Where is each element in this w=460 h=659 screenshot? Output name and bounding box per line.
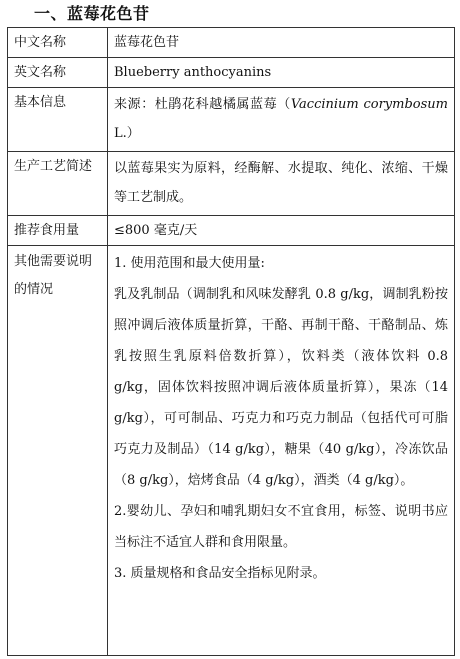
label-cn-name: 中文名称 — [8, 28, 108, 58]
table-row — [8, 58, 455, 88]
value-cn-name: 蓝莓花色苷 — [108, 28, 455, 58]
label-dosage: 推荐食用量 — [8, 216, 108, 246]
label-en-name: 英文名称 — [8, 58, 108, 88]
label-process: 生产工艺简述 — [8, 152, 108, 216]
section-heading: 一、蓝莓花色苷 — [34, 4, 150, 23]
label-basic-info: 基本信息 — [8, 88, 108, 152]
info-table — [7, 27, 455, 656]
value-basic-info — [108, 88, 455, 152]
table-row — [8, 216, 455, 246]
table-row — [8, 28, 455, 58]
value-dosage: ≤800 毫克/天 — [108, 216, 455, 246]
value-en-name: Blueberry anthocyanins — [108, 58, 455, 88]
table-row — [8, 246, 455, 656]
latin-name: Vaccinium corymbosum — [290, 97, 448, 112]
source-text: 来源：杜鹃花科越橘属蓝莓（ — [114, 97, 291, 112]
table-row — [8, 88, 455, 152]
usage-warning: 2.婴幼儿、孕妇和哺乳期妇女不宜食用，标签、说明书应当标注不适宜人群和食用限量。 — [114, 504, 448, 550]
usage-appendix: 3. 质量规格和食品安全指标见附录。 — [114, 566, 326, 581]
usage-detail: 乳及乳制品（调制乳和风味发酵乳 0.8 g/kg，调制乳粉按照冲调后液体质量折算，干酪、再制干酪、干酪制品、炼乳按照生乳原料倍数折算），饮料类（液体饮料 0.8 g/kg，固体饮料按照冲调后液体质量折算），果冻（14 g/kg），可可制品、巧克力和巧克力制品（包括代可可脂巧克力及制品）（14 g/kg），糖果（40 g/kg），冷冻饮品（8 g/kg），焙烤食品（4 g/kg），酒类（4 g/kg）。 — [114, 287, 448, 488]
value-other — [108, 246, 455, 656]
table-row — [8, 152, 455, 216]
source-suffix: L.） — [114, 126, 140, 141]
label-other: 其他需要说明的情况 — [8, 246, 108, 656]
usage-heading: 1. 使用范围和最大使用量: — [114, 256, 265, 271]
value-process: 以蓝莓果实为原料，经酶解、水提取、纯化、浓缩、干燥等工艺制成。 — [108, 152, 455, 216]
